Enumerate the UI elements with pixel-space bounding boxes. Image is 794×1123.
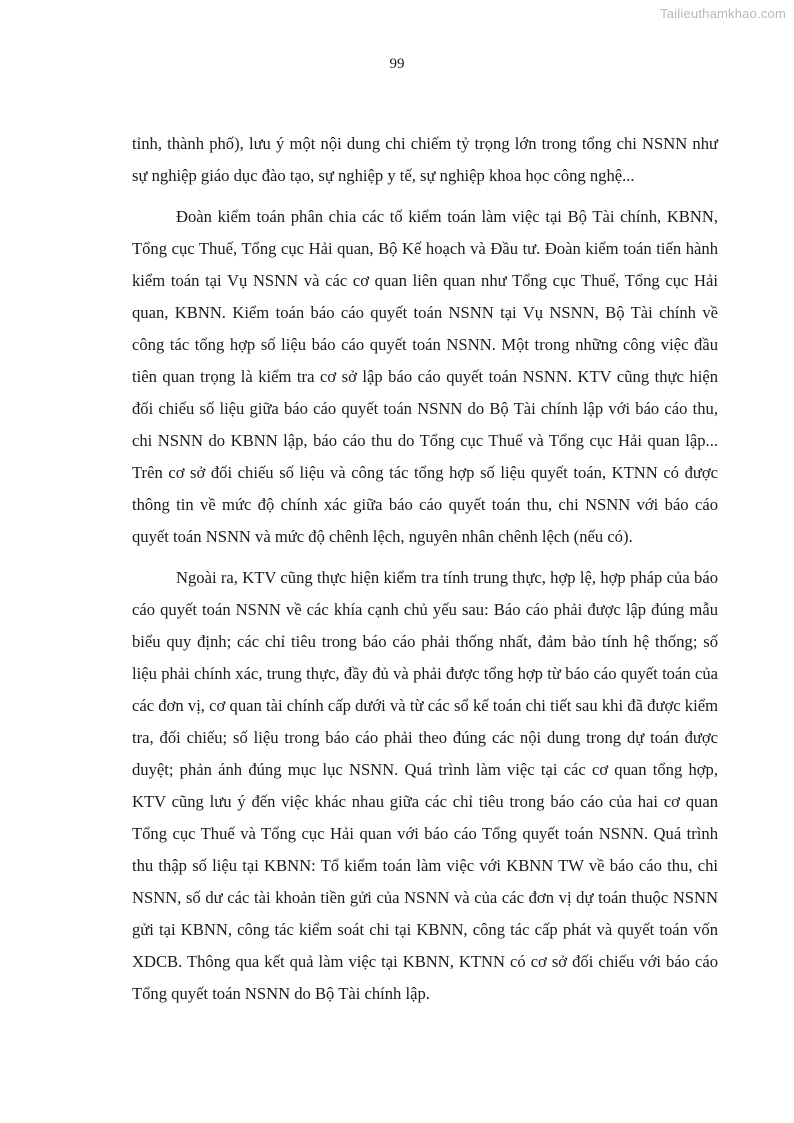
watermark: Tailieuthamkhao.com (660, 6, 786, 21)
document-body (132, 128, 718, 1019)
paragraph-2: Đoàn kiểm toán phân chia các tổ kiểm toán làm việc tại Bộ Tài chính, KBNN, Tổng cục Thuế, Tổng cục Hải quan, Bộ Kế hoạch và Đầu tư. Đoàn kiểm toán tiến hành kiểm toán tại Vụ NSNN và các cơ quan liên quan như Tổng cục Thuế, Tổng cục Hải quan, KBNN. Kiểm toán báo cáo quyết toán NSNN tại Vụ NSNN, Bộ Tài chính về công tác tổng hợp số liệu báo cáo quyết toán NSNN. Một trong những công việc đầu tiên quan trọng là kiểm tra cơ sở lập báo cáo quyết toán NSNN. KTV cũng thực hiện đối chiếu số liệu giữa báo cáo quyết toán NSNN do Bộ Tài chính lập với báo cáo thu, chi NSNN do KBNN lập, báo cáo thu do Tổng cục Thuế và Tổng cục Hải quan lập... Trên cơ sở đối chiếu số liệu và công tác tổng hợp số liệu quyết toán, KTNN có được thông tin về mức độ chính xác giữa báo cáo quyết toán thu, chi NSNN với báo cáo quyết toán NSNN và mức độ chênh lệch, nguyên nhân chênh lệch (nếu có). (132, 207, 718, 546)
paragraph-1: tỉnh, thành phố), lưu ý một nội dung chi chiếm tỷ trọng lớn trong tổng chi NSNN như sự nghiệp giáo dục đào tạo, sự nghiệp y tế, sự nghiệp khoa học công nghệ... (132, 134, 718, 185)
paragraph-3: Ngoài ra, KTV cũng thực hiện kiểm tra tính trung thực, hợp lệ, hợp pháp của báo cáo quyết toán NSNN về các khía cạnh chủ yếu sau: Báo cáo phải được lập đúng mẫu biểu quy định; các chỉ tiêu trong báo cáo phải thống nhất, đảm bảo tính hệ thống; số liệu phải chính xác, trung thực, đầy đủ và phải được tổng hợp từ báo cáo quyết toán của các đơn vị, cơ quan tài chính cấp dưới và từ các sổ kế toán chi tiết sau khi đã được kiểm tra, đối chiếu; số liệu trong báo cáo phải theo đúng các nội dung trong dự toán được duyệt; phản ánh đúng mục lục NSNN. Quá trình làm việc tại các cơ quan tổng hợp, KTV cũng lưu ý đến việc khác nhau giữa các chỉ tiêu trong báo cáo của hai cơ quan Tổng cục Thuế và Tổng cục Hải quan với báo cáo Tổng quyết toán NSNN. Quá trình thu thập số liệu tại KBNN: Tổ kiểm toán làm việc với KBNN TW về báo cáo thu, chi NSNN, số dư các tài khoản tiền gửi của NSNN và của các đơn vị dự toán thuộc NSNN gửi tại KBNN, công tác kiểm soát chi tại KBNN, công tác cấp phát và quyết toán vốn XDCB. Thông qua kết quả làm việc tại KBNN, KTNN có cơ sở đối chiếu với báo cáo Tổng quyết toán NSNN do Bộ Tài chính lập. (132, 568, 718, 1003)
page-number: 99 (389, 56, 405, 72)
